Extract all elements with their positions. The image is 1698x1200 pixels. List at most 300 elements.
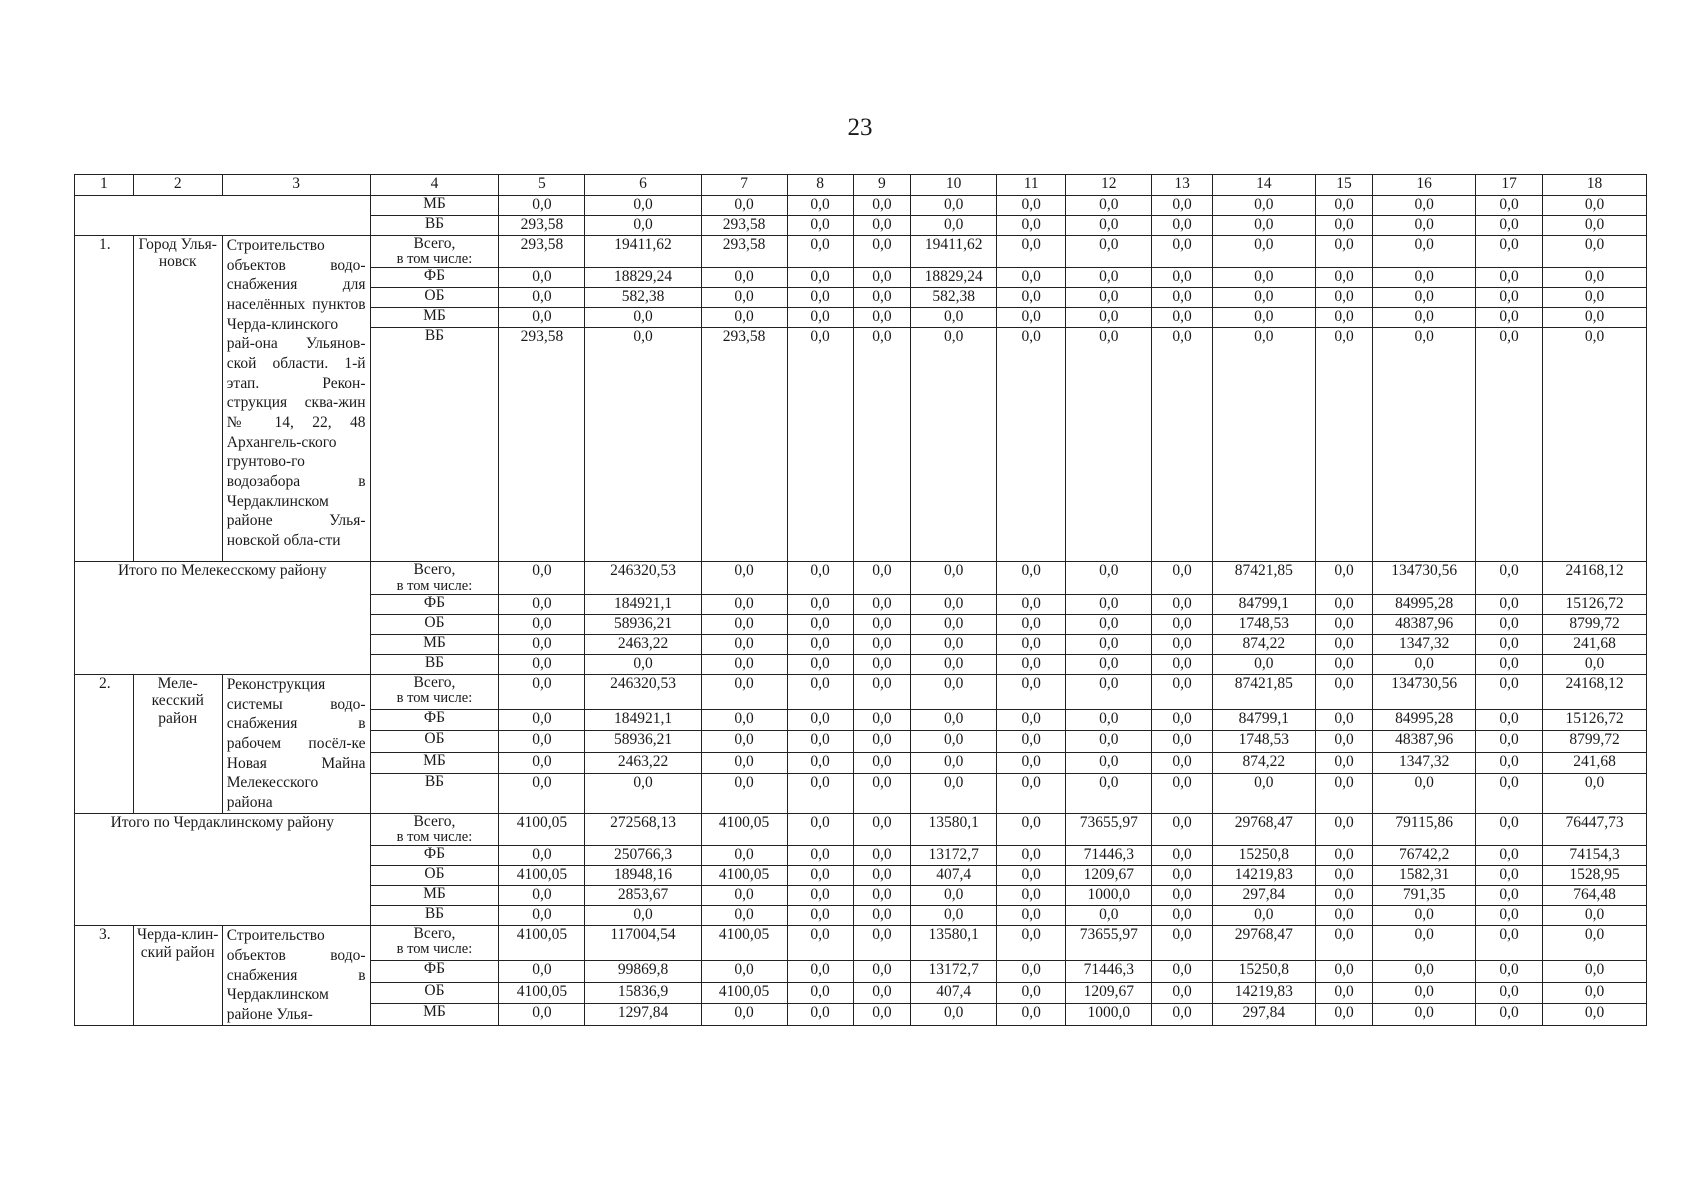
value-cell: 0,0 xyxy=(1066,196,1152,216)
value-cell: 0,0 xyxy=(1315,982,1373,1003)
value-cell: 0,0 xyxy=(853,752,911,773)
value-cell: 0,0 xyxy=(1066,634,1152,654)
value-cell: 0,0 xyxy=(1476,846,1543,866)
value-cell: 0,0 xyxy=(997,709,1066,730)
funding-source-label: ВБ xyxy=(424,773,445,791)
value-cell: 0,0 xyxy=(853,926,911,961)
value-cell: 0,0 xyxy=(853,288,911,308)
value-cell: 0,0 xyxy=(1476,614,1543,634)
value-cell: 0,0 xyxy=(701,654,787,674)
value-cell: 79115,86 xyxy=(1373,813,1476,845)
value-cell: 0,0 xyxy=(1066,594,1152,614)
value-cell: 0,0 xyxy=(1476,982,1543,1003)
value-cell: 0,0 xyxy=(1543,288,1647,308)
value-cell: 0,0 xyxy=(1476,236,1543,268)
value-cell: 0,0 xyxy=(1315,926,1373,961)
value-cell: 791,35 xyxy=(1373,886,1476,906)
value-cell: 246320,53 xyxy=(585,674,701,709)
funding-source xyxy=(370,961,499,982)
funding-source-label: МБ xyxy=(423,885,446,903)
value-cell: 0,0 xyxy=(911,634,997,654)
value-cell: 0,0 xyxy=(1373,196,1476,216)
funding-source-label: ФБ xyxy=(423,594,446,611)
value-cell: 0,0 xyxy=(1315,634,1373,654)
column-number: 1 xyxy=(75,175,134,196)
column-number: 16 xyxy=(1373,175,1476,196)
value-cell: 0,0 xyxy=(853,982,911,1003)
value-cell: 0,0 xyxy=(911,731,997,752)
value-cell: 0,0 xyxy=(1213,196,1316,216)
value-cell: 8799,72 xyxy=(1543,614,1647,634)
value-cell: 0,0 xyxy=(701,268,787,288)
funding-source xyxy=(370,774,499,814)
column-number: 4 xyxy=(370,175,499,196)
value-cell: 0,0 xyxy=(1066,216,1152,236)
item-name: Черда-клин-ский район xyxy=(133,926,222,1025)
column-number: 7 xyxy=(701,175,787,196)
funding-source-label: Всего, xyxy=(413,813,456,830)
value-cell: 0,0 xyxy=(1152,961,1213,982)
value-cell: 4100,05 xyxy=(701,982,787,1003)
value-cell: 0,0 xyxy=(1476,308,1543,328)
funding-source-label: ОБ xyxy=(424,865,445,883)
value-cell: 4100,05 xyxy=(701,926,787,961)
value-cell: 0,0 xyxy=(1373,654,1476,674)
value-cell: 0,0 xyxy=(1315,674,1373,709)
funding-source xyxy=(370,731,499,752)
value-cell: 19411,62 xyxy=(585,236,701,268)
value-cell: 0,0 xyxy=(701,1004,787,1026)
value-cell: 1748,53 xyxy=(1213,731,1316,752)
value-cell: 582,38 xyxy=(911,288,997,308)
value-cell: 0,0 xyxy=(585,906,701,926)
value-cell: 0,0 xyxy=(1315,196,1373,216)
value-cell: 0,0 xyxy=(1315,709,1373,730)
page-number: 23 xyxy=(847,114,873,141)
value-cell: 0,0 xyxy=(997,654,1066,674)
value-cell: 0,0 xyxy=(1543,654,1647,674)
value-cell: 0,0 xyxy=(853,731,911,752)
value-cell: 0,0 xyxy=(1476,961,1543,982)
value-cell: 0,0 xyxy=(1315,961,1373,982)
value-cell: 0,0 xyxy=(499,288,585,308)
value-cell: 0,0 xyxy=(1373,906,1476,926)
value-cell: 13580,1 xyxy=(911,813,997,845)
value-cell: 87421,85 xyxy=(1213,674,1316,709)
value-cell: 4100,05 xyxy=(499,926,585,961)
value-cell: 0,0 xyxy=(853,886,911,906)
value-cell: 0,0 xyxy=(853,216,911,236)
value-cell: 0,0 xyxy=(787,614,853,634)
value-cell: 0,0 xyxy=(1066,731,1152,752)
value-cell: 84995,28 xyxy=(1373,709,1476,730)
value-cell: 250766,3 xyxy=(585,846,701,866)
value-cell: 0,0 xyxy=(997,961,1066,982)
table-row xyxy=(75,196,1647,216)
value-cell: 1748,53 xyxy=(1213,614,1316,634)
funding-source-label: МБ xyxy=(423,752,446,769)
value-cell: 0,0 xyxy=(1315,594,1373,614)
value-cell: 0,0 xyxy=(1476,752,1543,773)
value-cell: 0,0 xyxy=(911,328,997,562)
value-cell: 0,0 xyxy=(1373,1004,1476,1026)
funding-source xyxy=(370,308,499,328)
funding-source xyxy=(370,268,499,288)
value-cell: 0,0 xyxy=(499,886,585,906)
value-cell: 0,0 xyxy=(1066,709,1152,730)
funding-source xyxy=(370,216,499,236)
value-cell: 0,0 xyxy=(1315,216,1373,236)
value-cell: 0,0 xyxy=(701,961,787,982)
value-cell: 0,0 xyxy=(1152,562,1213,594)
value-cell: 0,0 xyxy=(1476,594,1543,614)
item-description: Строительство объектов водо-снабжения в Чердаклинском районе Улья- xyxy=(222,926,370,1025)
funding-source-label: МБ xyxy=(423,1003,446,1021)
value-cell: 8799,72 xyxy=(1543,731,1647,752)
value-cell: 0,0 xyxy=(499,846,585,866)
value-cell: 0,0 xyxy=(853,846,911,866)
funding-source-label: ОБ xyxy=(424,614,445,631)
value-cell: 0,0 xyxy=(1315,813,1373,845)
value-cell: 15250,8 xyxy=(1213,846,1316,866)
funding-source xyxy=(370,328,499,562)
value-cell: 0,0 xyxy=(997,268,1066,288)
value-cell: 0,0 xyxy=(911,906,997,926)
funding-source xyxy=(370,982,499,1003)
value-cell: 0,0 xyxy=(997,866,1066,886)
value-cell: 0,0 xyxy=(997,846,1066,866)
value-cell: 0,0 xyxy=(1213,328,1316,562)
value-cell: 0,0 xyxy=(499,774,585,814)
value-cell: 0,0 xyxy=(499,674,585,709)
value-cell: 18829,24 xyxy=(911,268,997,288)
value-cell: 0,0 xyxy=(997,634,1066,654)
value-cell: 1582,31 xyxy=(1373,866,1476,886)
value-cell: 0,0 xyxy=(787,752,853,773)
value-cell: 0,0 xyxy=(585,308,701,328)
value-cell: 0,0 xyxy=(701,752,787,773)
district-total-label: Итого по Чердаклинскому району xyxy=(75,813,371,925)
value-cell: 0,0 xyxy=(911,752,997,773)
value-cell: 0,0 xyxy=(787,926,853,961)
value-cell: 0,0 xyxy=(853,196,911,216)
column-number: 6 xyxy=(585,175,701,196)
value-cell: 0,0 xyxy=(1152,866,1213,886)
value-cell: 0,0 xyxy=(997,774,1066,814)
value-cell: 0,0 xyxy=(499,1004,585,1026)
value-cell: 0,0 xyxy=(853,654,911,674)
value-cell: 0,0 xyxy=(1543,1004,1647,1026)
column-number: 3 xyxy=(222,175,370,196)
value-cell: 0,0 xyxy=(997,1004,1066,1026)
value-cell: 29768,47 xyxy=(1213,813,1316,845)
value-cell: 0,0 xyxy=(1373,328,1476,562)
value-cell: 0,0 xyxy=(787,846,853,866)
funding-source-label: МБ xyxy=(423,307,446,325)
value-cell: 2463,22 xyxy=(585,634,701,654)
value-cell: 1000,0 xyxy=(1066,886,1152,906)
value-cell: 0,0 xyxy=(1066,752,1152,773)
value-cell: 0,0 xyxy=(1543,982,1647,1003)
value-cell: 0,0 xyxy=(1476,709,1543,730)
value-cell: 0,0 xyxy=(853,813,911,845)
value-cell: 297,84 xyxy=(1213,1004,1316,1026)
value-cell: 582,38 xyxy=(585,288,701,308)
value-cell: 0,0 xyxy=(1066,774,1152,814)
value-cell: 0,0 xyxy=(787,236,853,268)
value-cell: 184921,1 xyxy=(585,594,701,614)
value-cell: 0,0 xyxy=(1152,268,1213,288)
value-cell: 0,0 xyxy=(1152,886,1213,906)
column-number: 12 xyxy=(1066,175,1152,196)
value-cell: 76742,2 xyxy=(1373,846,1476,866)
value-cell: 0,0 xyxy=(1152,328,1213,562)
funding-source-label: ОБ xyxy=(424,982,445,999)
value-cell: 0,0 xyxy=(1315,562,1373,594)
funding-source xyxy=(370,654,499,674)
value-cell: 73655,97 xyxy=(1066,926,1152,961)
value-cell: 0,0 xyxy=(1066,268,1152,288)
funding-source-sub: в том числе: xyxy=(396,577,473,594)
value-cell: 4100,05 xyxy=(701,866,787,886)
item-index: 2. xyxy=(75,674,134,813)
value-cell: 0,0 xyxy=(1066,236,1152,268)
value-cell: 0,0 xyxy=(1213,654,1316,674)
value-cell: 0,0 xyxy=(997,328,1066,562)
value-cell: 0,0 xyxy=(853,709,911,730)
value-cell: 0,0 xyxy=(1373,236,1476,268)
value-cell: 0,0 xyxy=(701,774,787,814)
funding-source-sub: в том числе: xyxy=(396,690,473,707)
funding-source xyxy=(370,906,499,926)
value-cell: 0,0 xyxy=(1543,216,1647,236)
value-cell: 407,4 xyxy=(911,982,997,1003)
value-cell: 0,0 xyxy=(997,813,1066,845)
value-cell: 0,0 xyxy=(1315,731,1373,752)
value-cell: 0,0 xyxy=(853,774,911,814)
value-cell: 0,0 xyxy=(1476,268,1543,288)
value-cell: 84799,1 xyxy=(1213,709,1316,730)
funding-source-label: ВБ xyxy=(424,654,445,671)
value-cell: 0,0 xyxy=(499,961,585,982)
value-cell: 15126,72 xyxy=(1543,594,1647,614)
value-cell: 0,0 xyxy=(1373,926,1476,961)
value-cell: 117004,54 xyxy=(585,926,701,961)
funding-source-label: ФБ xyxy=(423,960,446,978)
value-cell: 13172,7 xyxy=(911,961,997,982)
column-number: 11 xyxy=(997,175,1066,196)
column-number: 18 xyxy=(1543,175,1647,196)
value-cell: 0,0 xyxy=(787,731,853,752)
value-cell: 0,0 xyxy=(1476,328,1543,562)
value-cell: 19411,62 xyxy=(911,236,997,268)
column-number: 9 xyxy=(853,175,911,196)
value-cell: 0,0 xyxy=(1152,906,1213,926)
value-cell: 0,0 xyxy=(1373,774,1476,814)
funding-source-label: ФБ xyxy=(423,709,446,726)
value-cell: 0,0 xyxy=(585,328,701,562)
item-name: Меле-кесский район xyxy=(133,674,222,813)
value-cell: 0,0 xyxy=(1213,906,1316,926)
value-cell: 0,0 xyxy=(1315,1004,1373,1026)
value-cell: 0,0 xyxy=(997,886,1066,906)
funding-source xyxy=(370,886,499,906)
value-cell: 58936,21 xyxy=(585,614,701,634)
value-cell: 1297,84 xyxy=(585,1004,701,1026)
value-cell: 0,0 xyxy=(701,614,787,634)
table-row xyxy=(75,674,1647,709)
value-cell: 0,0 xyxy=(1152,674,1213,709)
value-cell: 0,0 xyxy=(911,774,997,814)
table-body xyxy=(75,175,1647,1026)
value-cell: 0,0 xyxy=(1152,813,1213,845)
value-cell: 0,0 xyxy=(1152,594,1213,614)
value-cell: 0,0 xyxy=(1152,774,1213,814)
value-cell: 0,0 xyxy=(787,906,853,926)
value-cell: 0,0 xyxy=(787,1004,853,1026)
funding-source-label: Всего, xyxy=(413,674,456,691)
value-cell: 0,0 xyxy=(1543,268,1647,288)
table-row xyxy=(75,926,1647,961)
value-cell: 24168,12 xyxy=(1543,562,1647,594)
value-cell: 0,0 xyxy=(1315,846,1373,866)
value-cell: 0,0 xyxy=(585,196,701,216)
value-cell: 0,0 xyxy=(1213,308,1316,328)
value-cell: 0,0 xyxy=(997,752,1066,773)
value-cell: 0,0 xyxy=(853,866,911,886)
funding-source-label: ВБ xyxy=(424,905,445,923)
value-cell: 0,0 xyxy=(1315,886,1373,906)
value-cell: 0,0 xyxy=(1476,1004,1543,1026)
district-total-label: Итого по Мелекесскому району xyxy=(75,562,371,674)
continuation-blank xyxy=(75,196,371,236)
value-cell: 0,0 xyxy=(1152,236,1213,268)
value-cell: 0,0 xyxy=(701,846,787,866)
value-cell: 0,0 xyxy=(1373,288,1476,308)
value-cell: 0,0 xyxy=(1476,866,1543,886)
value-cell: 24168,12 xyxy=(1543,674,1647,709)
value-cell: 0,0 xyxy=(997,906,1066,926)
value-cell: 73655,97 xyxy=(1066,813,1152,845)
value-cell: 0,0 xyxy=(1476,926,1543,961)
value-cell: 0,0 xyxy=(911,674,997,709)
funding-source-label: ВБ xyxy=(424,327,445,345)
value-cell: 29768,47 xyxy=(1213,926,1316,961)
value-cell: 0,0 xyxy=(499,731,585,752)
value-cell: 0,0 xyxy=(1152,216,1213,236)
value-cell: 0,0 xyxy=(997,614,1066,634)
value-cell: 0,0 xyxy=(701,731,787,752)
value-cell: 74154,3 xyxy=(1543,846,1647,866)
value-cell: 0,0 xyxy=(853,562,911,594)
value-cell: 0,0 xyxy=(1543,236,1647,268)
value-cell: 0,0 xyxy=(1213,268,1316,288)
value-cell: 293,58 xyxy=(499,236,585,268)
value-cell: 0,0 xyxy=(911,594,997,614)
value-cell: 0,0 xyxy=(1315,328,1373,562)
item-description: Строительство объектов водо-снабжения для населённых пунктов Черда-клинского рай-она Ульянов-ской области. 1-й этап. Рекон-струкция сква-жин № 14, 22, 48 Архангель-ского грунтово-го водозабора в Чердаклинском районе Улья-новской обла-сти xyxy=(222,236,370,562)
value-cell: 4100,05 xyxy=(499,982,585,1003)
value-cell: 0,0 xyxy=(997,926,1066,961)
value-cell: 874,22 xyxy=(1213,634,1316,654)
value-cell: 0,0 xyxy=(997,308,1066,328)
value-cell: 0,0 xyxy=(701,308,787,328)
value-cell: 0,0 xyxy=(499,709,585,730)
funding-source xyxy=(370,594,499,614)
funding-source xyxy=(370,866,499,886)
value-cell: 0,0 xyxy=(787,308,853,328)
value-cell: 134730,56 xyxy=(1373,674,1476,709)
funding-source-label: МБ xyxy=(423,634,446,651)
value-cell: 0,0 xyxy=(787,328,853,562)
funding-source xyxy=(370,846,499,866)
value-cell: 0,0 xyxy=(787,268,853,288)
value-cell: 1347,32 xyxy=(1373,752,1476,773)
value-cell: 0,0 xyxy=(1066,288,1152,308)
value-cell: 0,0 xyxy=(1543,196,1647,216)
value-cell: 48387,96 xyxy=(1373,731,1476,752)
value-cell: 0,0 xyxy=(499,752,585,773)
value-cell: 15250,8 xyxy=(1213,961,1316,982)
value-cell: 0,0 xyxy=(1476,562,1543,594)
value-cell: 1209,67 xyxy=(1066,866,1152,886)
value-cell: 0,0 xyxy=(1066,562,1152,594)
value-cell: 4100,05 xyxy=(701,813,787,845)
value-cell: 0,0 xyxy=(499,308,585,328)
value-cell: 58936,21 xyxy=(585,731,701,752)
value-cell: 0,0 xyxy=(499,268,585,288)
value-cell: 0,0 xyxy=(1476,813,1543,845)
funding-source-label: ОБ xyxy=(424,730,445,748)
table-row xyxy=(75,813,1647,845)
value-cell: 0,0 xyxy=(911,1004,997,1026)
value-cell: 0,0 xyxy=(1152,196,1213,216)
value-cell: 0,0 xyxy=(911,709,997,730)
funding-source-label: ОБ xyxy=(424,287,445,305)
value-cell: 1000,0 xyxy=(1066,1004,1152,1026)
value-cell: 0,0 xyxy=(997,288,1066,308)
value-cell: 0,0 xyxy=(911,196,997,216)
value-cell: 1347,32 xyxy=(1373,634,1476,654)
value-cell: 0,0 xyxy=(1476,634,1543,654)
value-cell: 0,0 xyxy=(701,674,787,709)
value-cell: 0,0 xyxy=(787,654,853,674)
value-cell: 0,0 xyxy=(997,236,1066,268)
value-cell: 15126,72 xyxy=(1543,709,1647,730)
funding-source xyxy=(370,674,499,709)
funding-source-sub: в том числе: xyxy=(396,251,473,268)
funding-source xyxy=(370,288,499,308)
value-cell: 293,58 xyxy=(499,216,585,236)
value-cell: 0,0 xyxy=(997,196,1066,216)
value-cell: 0,0 xyxy=(1373,308,1476,328)
funding-source-label: ФБ xyxy=(423,267,446,285)
value-cell: 0,0 xyxy=(853,328,911,562)
value-cell: 0,0 xyxy=(853,614,911,634)
value-cell: 0,0 xyxy=(1066,328,1152,562)
value-cell: 241,68 xyxy=(1543,634,1647,654)
value-cell: 0,0 xyxy=(701,709,787,730)
value-cell: 0,0 xyxy=(1213,288,1316,308)
value-cell: 13580,1 xyxy=(911,926,997,961)
table-row xyxy=(75,236,1647,268)
value-cell: 0,0 xyxy=(1315,236,1373,268)
value-cell: 0,0 xyxy=(1213,216,1316,236)
value-cell: 0,0 xyxy=(499,634,585,654)
value-cell: 0,0 xyxy=(1543,328,1647,562)
value-cell: 48387,96 xyxy=(1373,614,1476,634)
column-number: 13 xyxy=(1152,175,1213,196)
